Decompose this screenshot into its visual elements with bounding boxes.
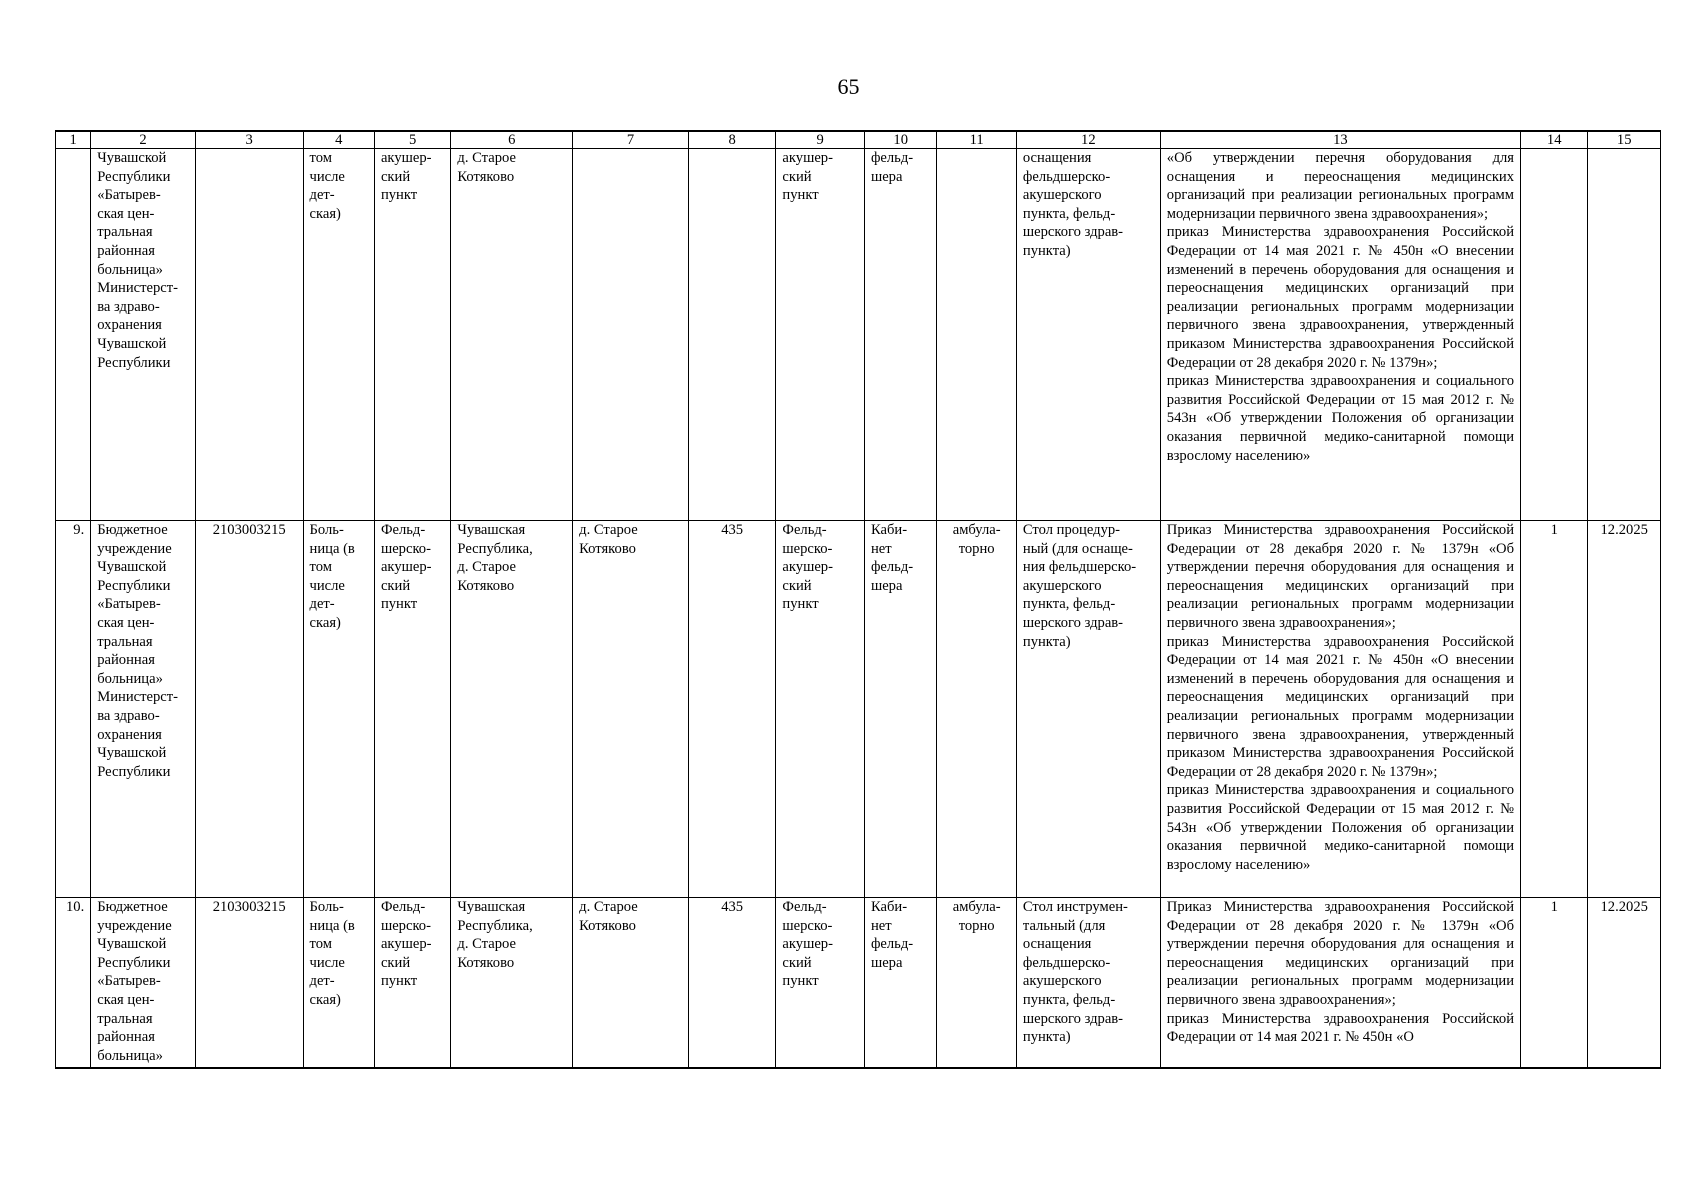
cell-institution: Бюджетное учреждение Чувашской Республики «Батырев- ская цен- тральная районная больница» [91, 898, 196, 1068]
table-row [56, 521, 1661, 898]
column-header: 6 [451, 131, 573, 149]
cell-room: фельд- шера [864, 149, 936, 521]
column-header: 15 [1588, 131, 1661, 149]
page-number: 65 [837, 74, 860, 99]
cell-population: 435 [688, 898, 776, 1068]
cell-room: Каби- нет фельд- шера [864, 898, 936, 1068]
column-header: 7 [573, 131, 689, 149]
cell-settlement: д. Старое Котяково [573, 898, 689, 1068]
cell-subdivision: Фельд- шерско- акушер- ский пункт [374, 898, 450, 1068]
cell-type: Боль- ница (в том числе дет- ская) [303, 521, 374, 898]
cell-care-condition: амбула- торно [937, 898, 1016, 1068]
cell-regulation: Приказ Министерства здравоохранения Российской Федерации от 28 декабря 2020 г. № 1379н «Об утверждении перечня оборудования для оснащения и переоснащения медицинских организаций при реализации региональных программ модернизации первичного звена здравоохранения»; приказ Министерства здравоохранения Российской Федерации от 14 мая 2021 г. № 450н «О [1160, 898, 1520, 1068]
column-header: 12 [1016, 131, 1160, 149]
cell-type: Боль- ница (в том числе дет- ская) [303, 898, 374, 1068]
cell-address: д. Старое Котяково [451, 149, 573, 521]
column-header: 4 [303, 131, 374, 149]
cell-regulation: «Об утверждении перечня оборудования для оснащения и переоснащения медицинских организаций при реализации региональных программ модернизации первичного звена здравоохранения»; приказ Министерства здравоохранения Российской Федерации от 14 мая 2021 г. № 450н «О внесении изменений в перечень оборудования для оснащения и переоснащения медицинских организаций при реализации региональных программ модернизации первичного звена здравоохранения, утвержденный приказом Министерства здравоохранения Российской Федерации от 28 декабря 2020 г. № 1379н»; приказ Министерства здравоохранения и социального развития Российской Федерации от 15 мая 2012 г. № 543н «Об утверждении Положения об организации оказания первичной медико-санитарной помощи взрослому населению» [1160, 149, 1520, 521]
cell-quantity [1521, 149, 1588, 521]
cell-inn [195, 149, 303, 521]
cell-care-condition [937, 149, 1016, 521]
cell-equipment: оснащения фельдшерско- акушерского пункта, фельд- шерского здрав- пункта) [1016, 149, 1160, 521]
cell-unit: Фельд- шерско- акушер- ский пункт [776, 521, 865, 898]
cell-equipment: Стол инструмен- тальный (для оснащения фельдшерско- акушерского пункта, фельд- шерского здрав- пункта) [1016, 898, 1160, 1068]
cell-institution: Бюджетное учреждение Чувашской Республики «Батырев- ская цен- тральная районная больница» Министерст- ва здраво- охранения Чувашской Республики [91, 521, 196, 898]
column-header: 1 [56, 131, 91, 149]
header-row [56, 131, 1661, 149]
cell-subdivision: Фельд- шерско- акушер- ский пункт [374, 521, 450, 898]
cell-subdivision: акушер- ский пункт [374, 149, 450, 521]
cell-address: Чувашская Республика, д. Старое Котяково [451, 521, 573, 898]
cell-room: Каби- нет фельд- шера [864, 521, 936, 898]
column-header: 9 [776, 131, 865, 149]
cell-type: том числе дет- ская) [303, 149, 374, 521]
cell-equipment: Стол процедур- ный (для оснаще- ния фельдшерско- акушерского пункта, фельд- шерского здрав- пункта) [1016, 521, 1160, 898]
cell-care-condition: амбула- торно [937, 521, 1016, 898]
cell-settlement [573, 149, 689, 521]
cell-quantity: 1 [1521, 898, 1588, 1068]
cell-settlement: д. Старое Котяково [573, 521, 689, 898]
cell-unit: Фельд- шерско- акушер- ский пункт [776, 898, 865, 1068]
column-header: 14 [1521, 131, 1588, 149]
cell-number: 10. [56, 898, 91, 1068]
column-header: 2 [91, 131, 196, 149]
column-header: 11 [937, 131, 1016, 149]
column-header: 13 [1160, 131, 1520, 149]
cell-institution: Чувашской Республики «Батырев- ская цен- тральная районная больница» Министерст- ва здраво- охранения Чувашской Республики [91, 149, 196, 521]
cell-number: 9. [56, 521, 91, 898]
cell-date [1588, 149, 1661, 521]
column-header: 10 [864, 131, 936, 149]
table-row [56, 898, 1661, 1068]
cell-date: 12.2025 [1588, 898, 1661, 1068]
cell-regulation: Приказ Министерства здравоохранения Российской Федерации от 28 декабря 2020 г. № 1379н «Об утверждении перечня оборудования для оснащения и переоснащения медицинских организаций при реализации региональных программ модернизации первичного звена здравоохранения»; приказ Министерства здравоохранения Российской Федерации от 14 мая 2021 г. № 450н «О внесении изменений в перечень оборудования для оснащения и переоснащения медицинских организаций при реализации региональных программ модернизации первичного звена здравоохранения, утвержденный приказом Министерства здравоохранения Российской Федерации от 28 декабря 2020 г. № 1379н»; приказ Министерства здравоохранения и социального развития Российской Федерации от 15 мая 2012 г. № 543н «Об утверждении Положения об организации оказания первичной медико-санитарной помощи взрослому населению» [1160, 521, 1520, 898]
cell-population [688, 149, 776, 521]
cell-date: 12.2025 [1588, 521, 1661, 898]
column-header: 5 [374, 131, 450, 149]
table-row [56, 149, 1661, 521]
equipment-table [55, 130, 1661, 1069]
cell-address: Чувашская Республика, д. Старое Котяково [451, 898, 573, 1068]
cell-quantity: 1 [1521, 521, 1588, 898]
cell-inn: 2103003215 [195, 521, 303, 898]
cell-unit: акушер- ский пункт [776, 149, 865, 521]
column-header: 8 [688, 131, 776, 149]
column-header: 3 [195, 131, 303, 149]
cell-inn: 2103003215 [195, 898, 303, 1068]
cell-population: 435 [688, 521, 776, 898]
cell-number [56, 149, 91, 521]
